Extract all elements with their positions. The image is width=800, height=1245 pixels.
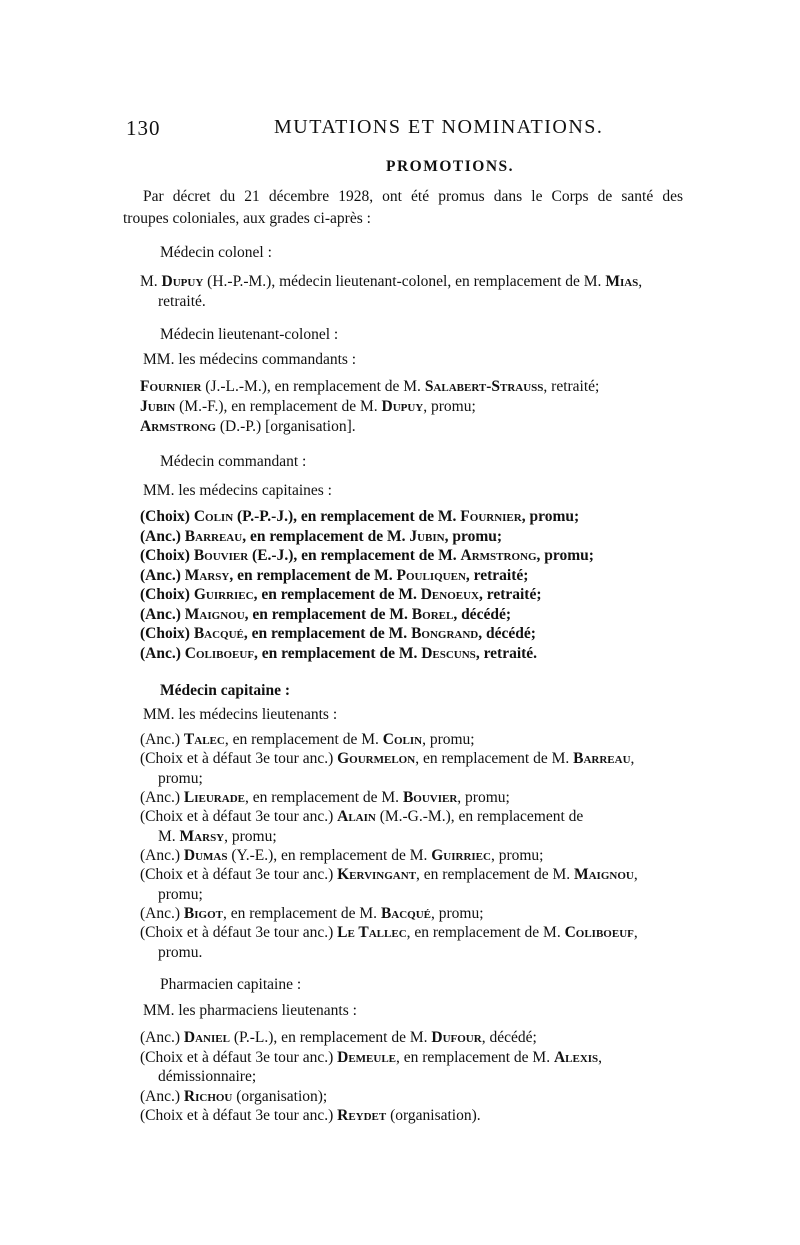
entry-continuation	[140, 827, 683, 847]
entry-prefix: (Anc.)	[140, 527, 185, 545]
entry-text: , promu;	[521, 508, 580, 525]
person-name: Lieurade	[183, 788, 245, 806]
entry	[140, 904, 683, 924]
entry-text: , promu;	[423, 398, 476, 415]
entry-text: , décédé;	[481, 1029, 537, 1046]
entry	[140, 624, 683, 644]
person-name: Colin	[382, 731, 423, 748]
entry-prefix: (Anc.)	[140, 605, 185, 623]
entry	[140, 788, 683, 808]
entry-prefix: (Anc.)	[140, 788, 184, 806]
person-name: Bigot	[183, 904, 223, 922]
entry-text: (Y.-E.), en remplacement de M.	[227, 846, 432, 864]
person-name: Daniel	[183, 1029, 230, 1046]
entry-text: , décédé;	[453, 605, 511, 623]
entry-continuation: promu;	[158, 885, 203, 903]
entry	[140, 749, 683, 788]
entry-text: ,	[630, 750, 635, 768]
entry-prefix: (Anc.)	[140, 904, 184, 922]
entry-text: , en remplacement de M.	[224, 731, 383, 748]
entry	[140, 566, 683, 586]
person-name: Richou	[183, 1087, 233, 1105]
entry-text: , en remplacement de M.	[416, 866, 574, 884]
entry-text: , promu;	[422, 731, 475, 748]
person-name: Bouvier	[402, 788, 458, 806]
entry-prefix: (Choix et à défaut 3e tour anc.)	[140, 866, 338, 884]
person-name: Barreau	[184, 527, 243, 545]
group-heading: MM. les médecins lieutenants :	[143, 706, 338, 723]
entry-text: , en remplacement de M.	[222, 904, 381, 922]
person-name: Guirriec	[431, 846, 491, 864]
entry-text: , en remplacement de M.	[253, 586, 421, 603]
entry	[140, 546, 683, 566]
person-name: Alexis	[553, 1048, 599, 1066]
section-title: PROMOTIONS.	[385, 158, 515, 175]
entry-prefix: M.	[140, 273, 162, 290]
person-name: Dupuy	[161, 273, 204, 290]
entry-text: , retraité;	[543, 378, 600, 395]
person-name: Marsy	[184, 566, 230, 584]
entry-text: , retraité;	[478, 586, 542, 603]
entry-continuation: promu.	[158, 943, 203, 961]
entry-text: , promu;	[457, 788, 510, 806]
running-head: MUTATIONS ET NOMINATIONS.	[274, 116, 604, 138]
intro-paragraph	[123, 186, 683, 230]
entry-continuation: promu;	[158, 769, 203, 787]
entry-text: , promu;	[224, 827, 277, 845]
entry-prefix: (Choix et à défaut 3e tour anc.)	[140, 924, 338, 941]
grade-heading-colonel: Médecin colonel :	[160, 244, 272, 261]
entry-text: , en remplacement de M.	[229, 566, 397, 584]
entry-prefix: (Choix et à défaut 3e tour anc.)	[140, 750, 338, 768]
entry-text: (J.-L.-M.), en remplacement de M.	[201, 378, 425, 395]
entry	[140, 377, 683, 397]
group-heading: MM. les médecins capitaines :	[143, 482, 332, 499]
person-name: Bacqué	[193, 625, 244, 642]
person-name: Talec	[183, 731, 225, 748]
entry-prefix: (Anc.)	[140, 566, 185, 584]
person-name: Le Tallec	[337, 924, 407, 941]
entry-text: (P.-P.-J.), en remplacement de M.	[233, 508, 461, 525]
person-name: Bacqué	[380, 904, 432, 922]
entry-prefix: (Anc.)	[140, 1087, 184, 1105]
entry-prefix: (Anc.)	[140, 846, 184, 864]
entry	[140, 923, 683, 962]
entry-text: , retraité;	[465, 566, 529, 584]
page-number: 130	[126, 116, 161, 140]
person-name: Bongrand	[411, 625, 479, 642]
person-name: Bouvier	[193, 547, 249, 564]
entry-text: , en remplacement de M.	[244, 788, 403, 806]
entry-text: , promu;	[431, 904, 484, 922]
person-name: Dumas	[183, 846, 228, 864]
person-name: Fournier	[460, 508, 522, 525]
entry-prefix: (Choix)	[140, 586, 194, 603]
person-name: Colin	[193, 508, 234, 525]
entry-text: , en remplacement de M.	[396, 1048, 554, 1066]
person-name: Demeule	[337, 1048, 396, 1066]
entry	[140, 730, 683, 750]
entry-text: ,	[598, 1048, 603, 1066]
entry-prefix: (Choix)	[140, 625, 194, 642]
intro-line-1: Par décret du 21 décembre 1928, ont été promus dans le Corps de santé des	[143, 188, 683, 205]
entry-text: (M.-G.-M.), en remplacement de	[375, 808, 584, 826]
person-name: Fournier	[140, 378, 202, 395]
entry-text: (P.-L.), en remplacement de M.	[229, 1029, 432, 1046]
entry-continuation: démissionnaire;	[158, 1068, 257, 1085]
entry-text: (organisation);	[232, 1087, 328, 1105]
entry-colonel	[140, 272, 683, 311]
grade-heading-commandant: Médecin commandant :	[160, 453, 307, 470]
entry-prefix: (Choix et à défaut 3e tour anc.)	[140, 1048, 338, 1066]
person-name: Marsy	[179, 827, 225, 845]
person-name: Alain	[337, 808, 376, 826]
entry-text: , en remplacement de M.	[406, 924, 565, 941]
entry-text: , en remplacement de M.	[242, 527, 410, 545]
person-name: Barreau	[573, 750, 631, 768]
entry	[140, 846, 683, 866]
group-heading: MM. les médecins commandants :	[143, 351, 357, 368]
grade-heading-pharmacien: Pharmacien capitaine :	[160, 976, 302, 993]
entry	[140, 1028, 683, 1048]
entry-text: , promu;	[536, 547, 594, 564]
person-name: Armstrong	[140, 418, 216, 435]
entry-text: M.	[158, 827, 180, 845]
person-name: Reydet	[337, 1107, 387, 1124]
person-name: Salabert-Strauss	[424, 378, 544, 395]
person-name: Denoeux	[420, 586, 479, 603]
person-name: Coliboeuf	[184, 644, 255, 662]
person-name: Borel	[411, 605, 454, 623]
entry	[140, 585, 683, 605]
person-name: Dufour	[431, 1029, 482, 1046]
person-name: Jubin	[140, 398, 176, 415]
entry-prefix: (Anc.)	[140, 644, 185, 662]
entry-text: ,	[633, 924, 638, 941]
person-name: Mias	[605, 273, 639, 290]
person-name: Maignou	[573, 866, 634, 884]
entry-text: (organisation).	[386, 1107, 481, 1124]
entry	[140, 605, 683, 625]
entry-prefix: (Choix et à défaut 3e tour anc.)	[140, 1107, 338, 1124]
entry	[140, 807, 683, 846]
person-name: Pouliquen	[396, 566, 466, 584]
entry-prefix: (Anc.)	[140, 1029, 184, 1046]
entry-continuation: retraité.	[158, 292, 206, 310]
entry	[140, 644, 683, 664]
page-header	[126, 116, 686, 142]
entry-text: , décédé;	[478, 625, 536, 642]
entry-text: (D.-P.) [organisation].	[215, 418, 356, 435]
entry-text: , en remplacement de M.	[254, 644, 422, 662]
person-name: Maignou	[184, 605, 245, 623]
person-name: Gourmelon	[337, 750, 416, 768]
entry	[140, 417, 683, 437]
entry-text: , retraité.	[475, 644, 538, 662]
entry-text: (M.-F.), en remplacement de M.	[175, 398, 382, 415]
entry	[140, 1106, 683, 1126]
entry	[140, 865, 683, 904]
entry	[140, 527, 683, 547]
entry-text: ,	[633, 866, 638, 884]
person-name: Coliboeuf	[564, 924, 634, 941]
group-heading: MM. les pharmaciens lieutenants :	[143, 1002, 357, 1019]
entry-text: , en remplacement de M.	[244, 605, 412, 623]
entry-text: , en remplacement de M.	[243, 625, 412, 642]
entry	[140, 1048, 683, 1087]
entry-text: (H.-P.-M.), médecin lieutenant-colonel, en remplacement de M.	[203, 273, 606, 290]
person-name: Guirriec	[193, 586, 254, 603]
entry-prefix: (Choix)	[140, 508, 194, 525]
entry-prefix: (Choix)	[140, 547, 194, 564]
intro-line-2: troupes coloniales, aux grades ci-après :	[123, 210, 371, 227]
entry-text: , promu;	[490, 846, 544, 864]
entry-text: (E.-J.), en remplacement de M.	[248, 547, 461, 564]
entry-text: ,	[638, 273, 643, 290]
entry-prefix: (Anc.)	[140, 731, 184, 748]
entry-text: , en remplacement de M.	[415, 750, 574, 768]
entry-text: , promu;	[444, 527, 503, 545]
person-name: Descuns	[421, 644, 476, 662]
grade-heading-capitaine: Médecin capitaine :	[160, 682, 291, 699]
grade-heading-lt-colonel: Médecin lieutenant-colonel :	[160, 326, 339, 343]
person-name: Kervingant	[337, 866, 417, 884]
person-name: Jubin	[409, 527, 445, 545]
entry	[140, 397, 683, 417]
person-name: Dupuy	[381, 398, 424, 415]
person-name: Armstrong	[460, 547, 537, 564]
entry	[140, 507, 683, 527]
entry-prefix: (Choix et à défaut 3e tour anc.)	[140, 808, 338, 826]
entry	[140, 1087, 683, 1107]
